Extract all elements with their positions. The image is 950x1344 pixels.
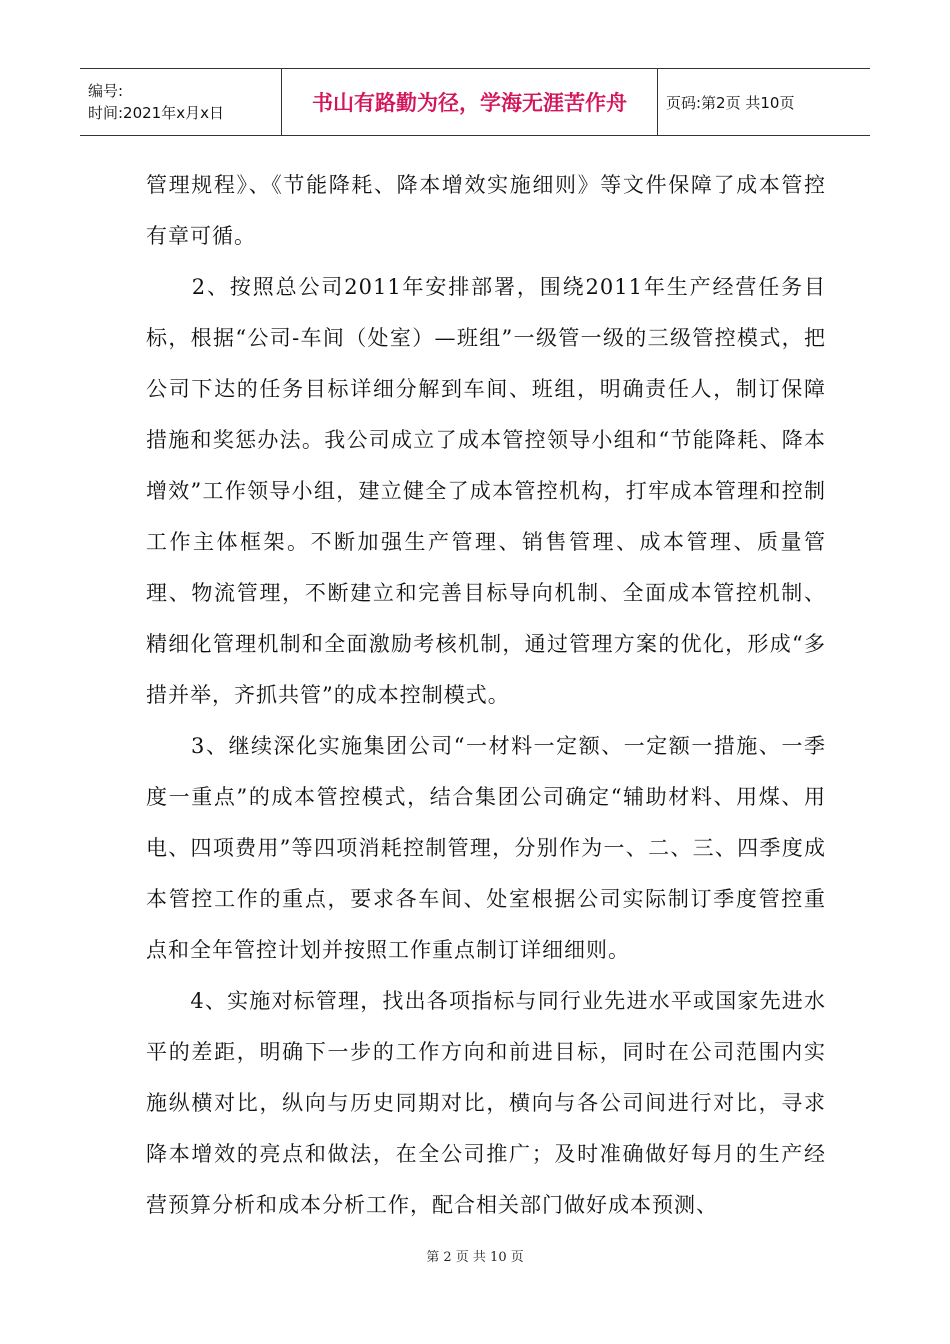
header-motto	[282, 69, 658, 135]
paragraph: 4、实施对标管理，找出各项指标与同行业先进水平或国家先进水平的差距，明确下一步的工作方向和前进目标，同时在公司范围内实施纵横对比，纵向与历史同期对比，横向与各公司间进行对比，寻求降本增效的亮点和做法，在全公司推广；及时准确做好每月的生产经营预算分析和成本分析工作，配合相关部门做好成本预测、	[146, 989, 826, 1217]
document-body	[146, 160, 826, 1231]
header-page-info	[658, 69, 870, 135]
document-time-label: 时间:2021年x月x日	[88, 104, 224, 122]
page-header	[80, 68, 870, 136]
footer-page-number: 第 2 页 共 10 页	[426, 1250, 524, 1265]
motto-text: 书山有路勤为径，学海无涯苦作舟	[312, 91, 627, 115]
paragraph: 2、按照总公司2011年安排部署，围绕2011年生产经营任务目标，根据“公司-车间（处室）—班组”一级管一级的三级管控模式，把公司下达的任务目标详细分解到车间、班组，明确责任人，制订保障措施和奖惩办法。我公司成立了成本管控领导小组和“节能降耗、降本增效”工作领导小组，建立健全了成本管控机构，打牢成本管理和控制工作主体框架。不断加强生产管理、销售管理、成本管理、质量管理、物流管理，不断建立和完善目标导向机制、全面成本管控机制、精细化管理机制和全面激励考核机制，通过管理方案的优化，形成“多措并举，齐抓共管”的成本控制模式。	[146, 275, 826, 707]
page-footer	[0, 1246, 950, 1265]
header-meta	[80, 69, 282, 135]
paragraph: 管理规程》、《节能降耗、降本增效实施细则》等文件保障了成本管控有章可循。	[146, 173, 826, 248]
paragraph: 3、继续深化实施集团公司“一材料一定额、一定额一措施、一季度一重点”的成本管控模式，结合集团公司确定“辅助材料、用煤、用电、四项费用”等四项消耗控制管理，分别作为一、二、三、四季度成本管控工作的重点，要求各车间、处室根据公司实际制订季度管控重点和全年管控计划并按照工作重点制订详细细则。	[146, 734, 826, 962]
header-page-label: 页码:第2页 共10页	[666, 93, 795, 112]
document-number-label: 编号:	[88, 82, 124, 100]
